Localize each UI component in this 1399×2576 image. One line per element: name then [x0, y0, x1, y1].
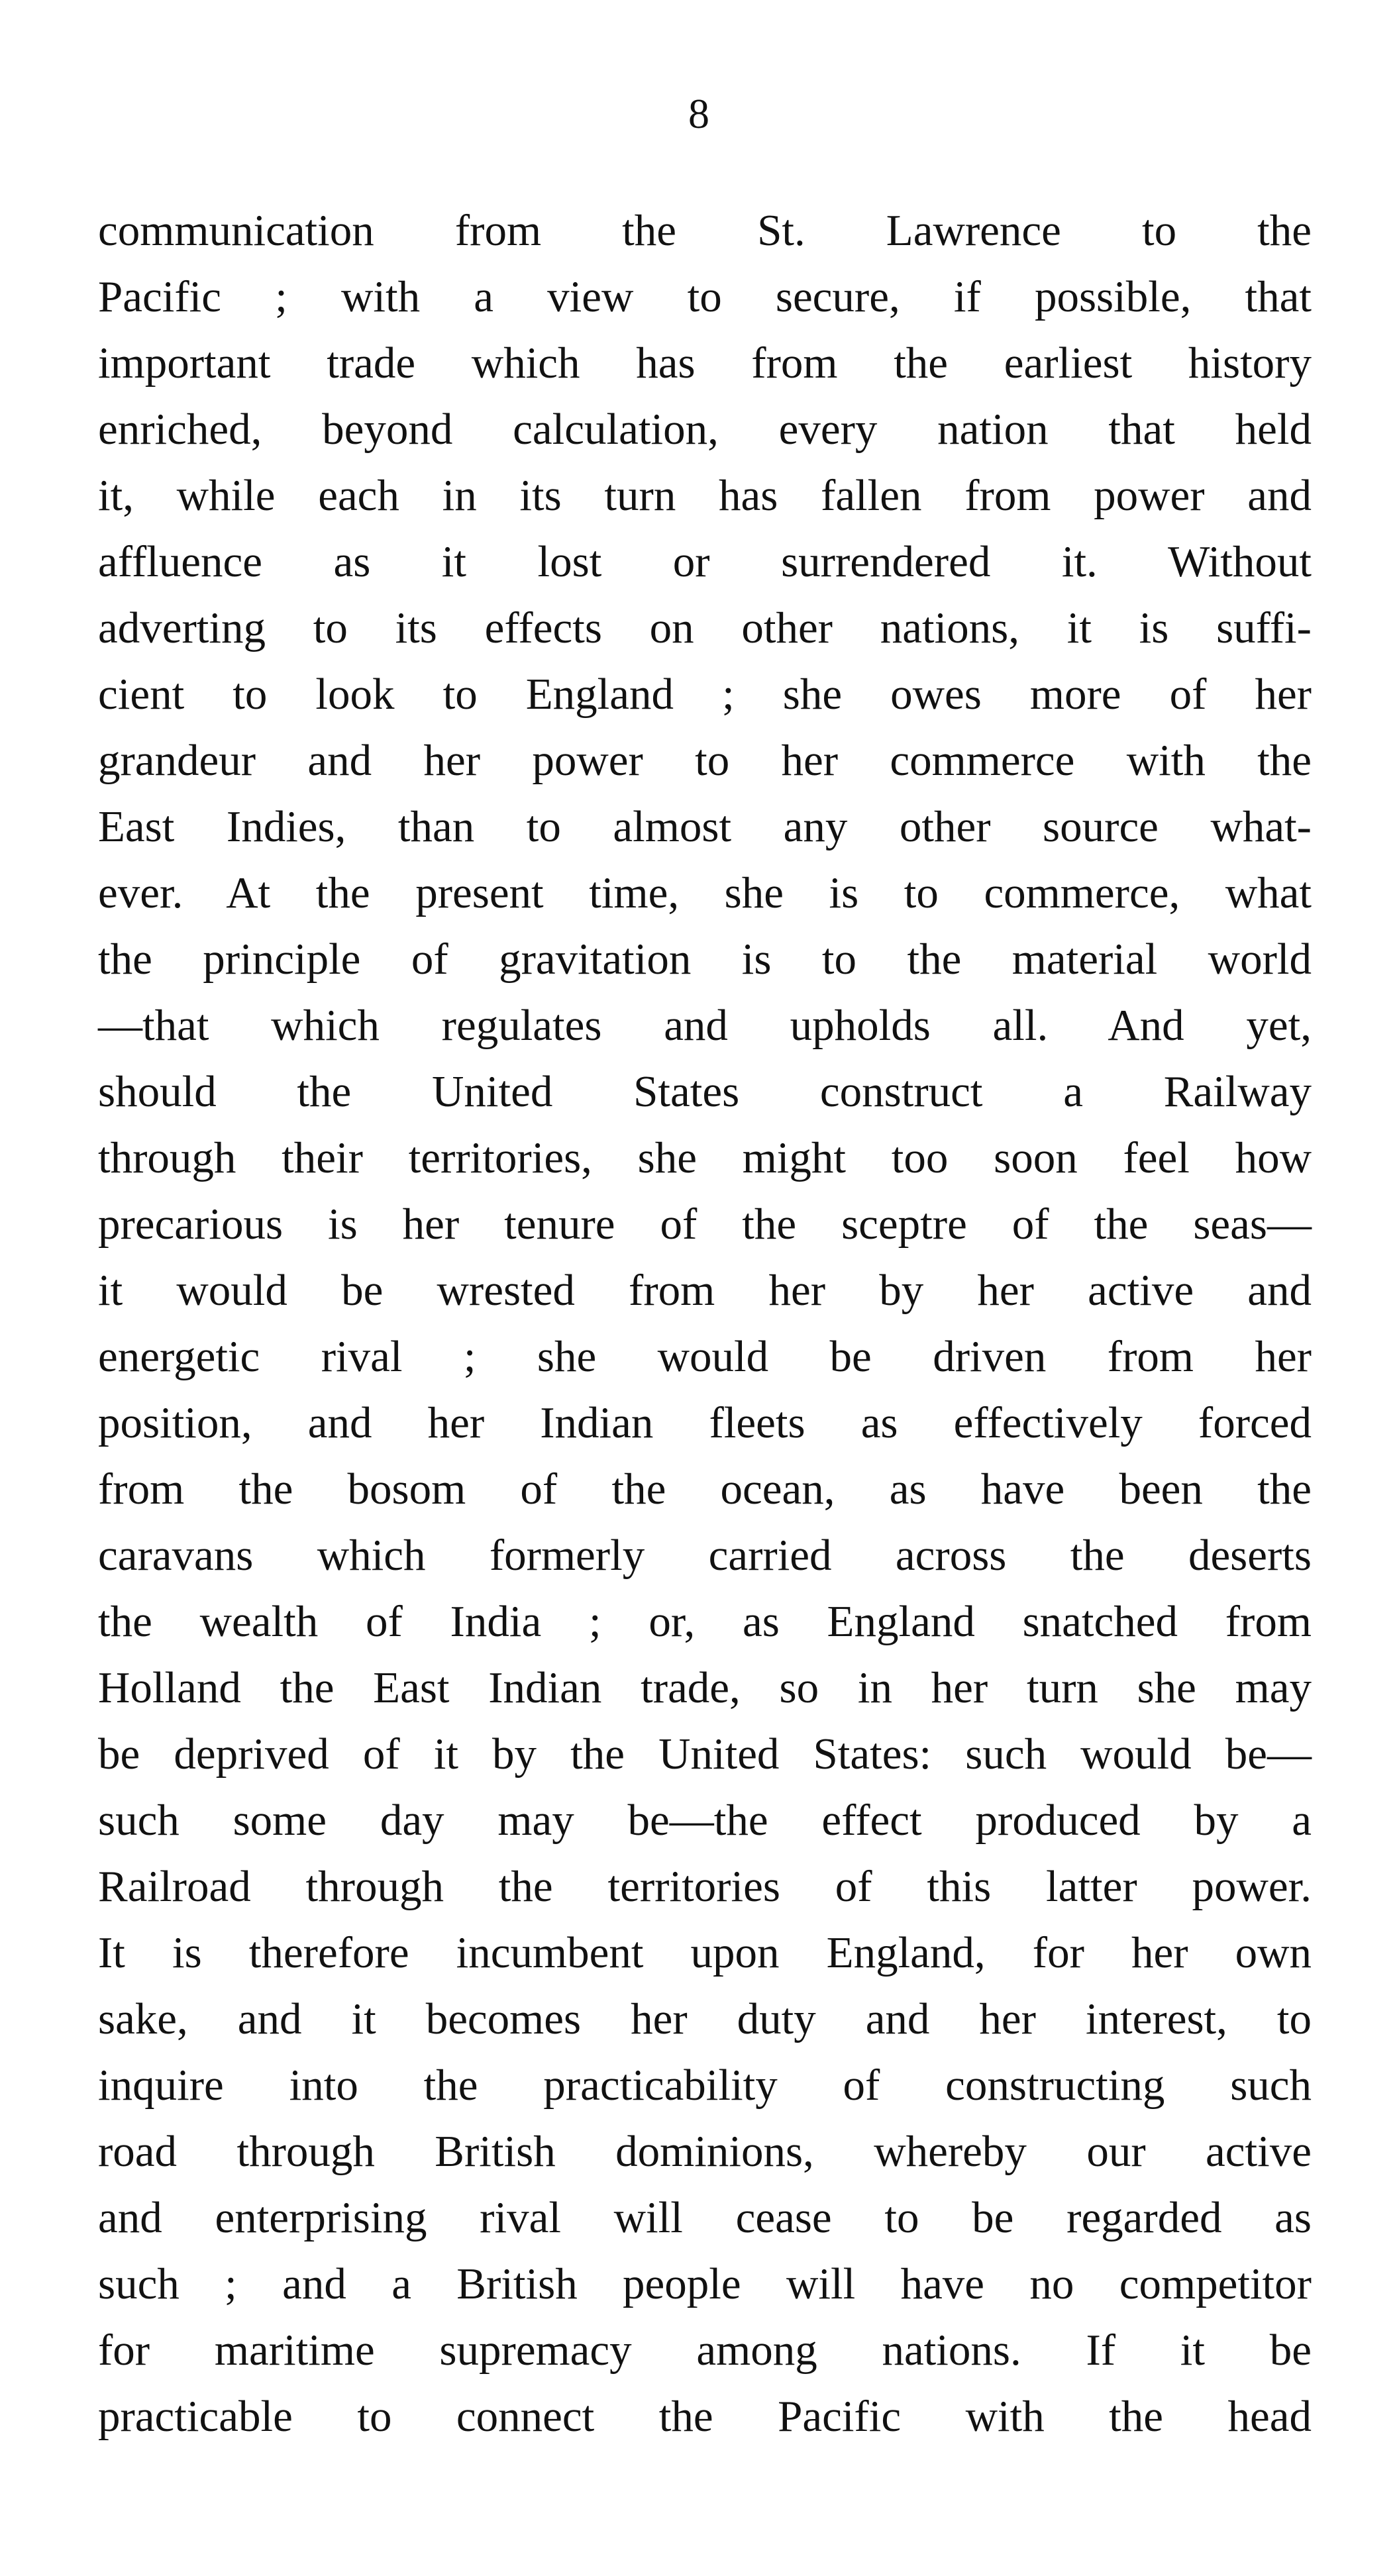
text-line: It is therefore incumbent upon England, for her own — [98, 1928, 1312, 1977]
text-line: grandeur and her power to her commerce with the — [98, 736, 1312, 785]
text-line: affluence as it lost or surrendered it. Without — [98, 537, 1312, 586]
text-line: enriched, beyond calculation, every nation that held — [98, 405, 1312, 454]
text-line: energetic rival ; she would be driven from her — [98, 1332, 1312, 1381]
text-line: and enterprising rival will cease to be regarded as — [98, 2193, 1312, 2242]
text-line: the principle of gravitation is to the material world — [98, 935, 1312, 984]
text-line: the wealth of India ; or, as England snatched from — [98, 1597, 1312, 1646]
text-line: Pacific ; with a view to secure, if possible, that — [98, 272, 1312, 321]
text-line: cient to look to England ; she owes more of her — [98, 670, 1312, 719]
text-line: communication from the St. Lawrence to the — [98, 206, 1312, 255]
text-line: inquire into the practicability of constructing such — [98, 2061, 1312, 2110]
page-number: 8 — [688, 90, 711, 137]
text-line: from the bosom of the ocean, as have been the — [98, 1465, 1312, 1514]
text-line: sake, and it becomes her duty and her interest, to — [98, 1994, 1312, 2043]
text-line: be deprived of it by the United States: such would be— — [98, 1729, 1312, 1778]
text-line: —that which regulates and upholds all. And yet, — [98, 1001, 1312, 1050]
text-line: precarious is her tenure of the sceptre of the seas— — [98, 1200, 1312, 1249]
body-text — [98, 197, 1312, 2449]
text-line: caravans which formerly carried across the deserts — [98, 1531, 1312, 1580]
text-line: through their territories, she might too soon feel how — [98, 1133, 1312, 1182]
text-line: practicable to connect the Pacific with the head — [98, 2392, 1312, 2441]
text-line: for maritime supremacy among nations. If it be — [98, 2326, 1312, 2375]
text-line: Holland the East Indian trade, so in her turn she may — [98, 1663, 1312, 1712]
text-line: East Indies, than to almost any other source what- — [98, 802, 1312, 851]
text-line: adverting to its effects on other nations, it is suffi- — [98, 603, 1312, 652]
text-line: such some day may be—the effect produced by a — [98, 1796, 1312, 1845]
text-line: important trade which has from the earliest history — [98, 338, 1312, 387]
text-line: should the United States construct a Railway — [98, 1067, 1312, 1116]
text-line: position, and her Indian fleets as effectively forced — [98, 1398, 1312, 1447]
text-line: road through British dominions, whereby our active — [98, 2127, 1312, 2176]
text-line: Railroad through the territories of this latter power. — [98, 1862, 1312, 1911]
text-line: it would be wrested from her by her active and — [98, 1266, 1312, 1315]
text-line: such ; and a British people will have no competitor — [98, 2259, 1312, 2308]
text-line: it, while each in its turn has fallen from power and — [98, 471, 1312, 520]
text-line: ever. At the present time, she is to commerce, what — [98, 868, 1312, 917]
